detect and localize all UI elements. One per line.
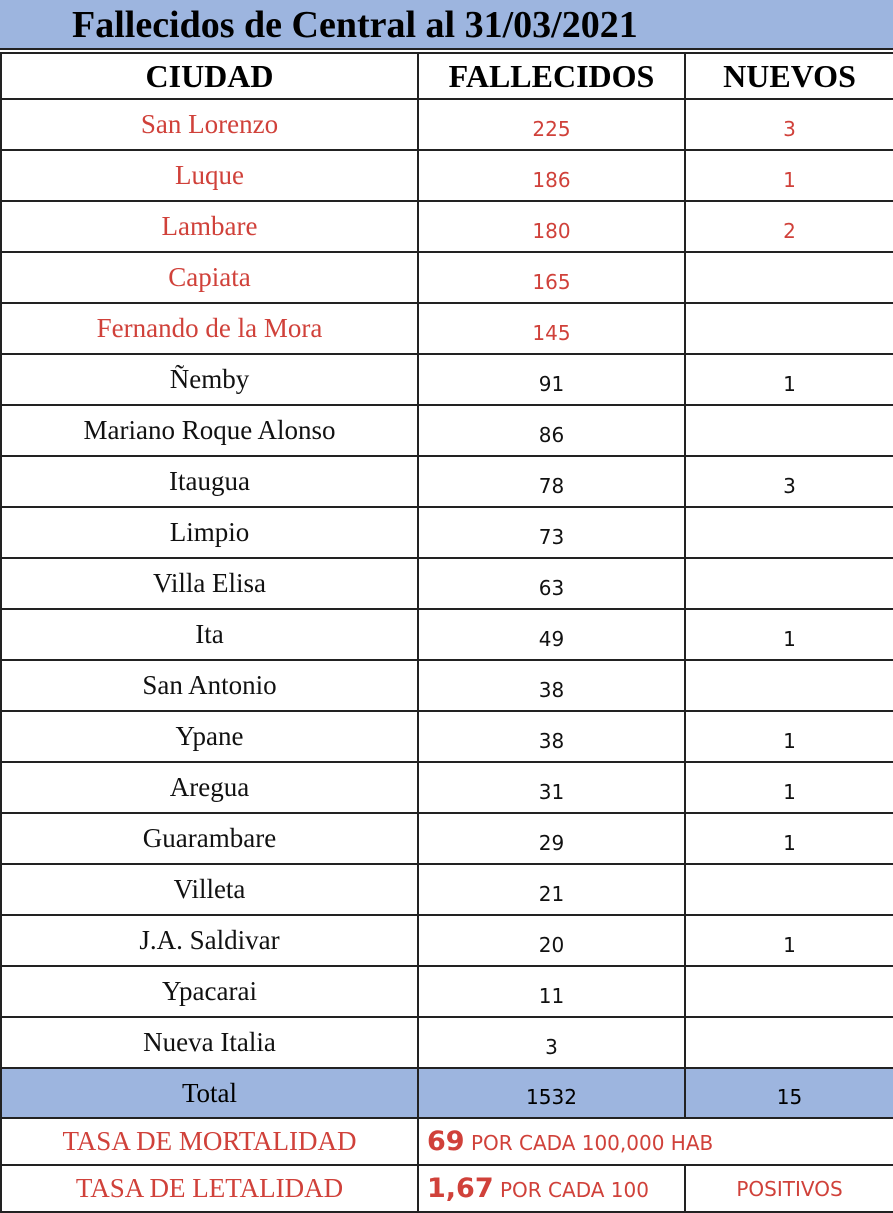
row-new (685, 252, 893, 303)
row-deaths: 165 (418, 252, 685, 303)
mortality-row (1, 1118, 893, 1165)
row-deaths: 86 (418, 405, 685, 456)
row-deaths: 63 (418, 558, 685, 609)
row-deaths: 31 (418, 762, 685, 813)
row-new: 1 (685, 762, 893, 813)
lethality-unit: POR CADA 100 (499, 1178, 649, 1202)
row-new (685, 405, 893, 456)
table-body (1, 99, 893, 1068)
row-new (685, 303, 893, 354)
table-row (1, 558, 893, 609)
table-row (1, 1017, 893, 1068)
row-new: 2 (685, 201, 893, 252)
row-city: Luque (1, 150, 418, 201)
row-deaths: 91 (418, 354, 685, 405)
row-new (685, 660, 893, 711)
report-title: Fallecidos de Central al 31/03/2021 (0, 0, 893, 50)
row-new: 1 (685, 609, 893, 660)
row-deaths: 38 (418, 711, 685, 762)
table-row (1, 99, 893, 150)
row-deaths: 21 (418, 864, 685, 915)
table-row (1, 813, 893, 864)
row-new (685, 966, 893, 1017)
row-city: Ypane (1, 711, 418, 762)
row-new (685, 507, 893, 558)
row-new: 1 (685, 915, 893, 966)
header-city: CIUDAD (1, 53, 418, 99)
row-deaths: 145 (418, 303, 685, 354)
total-row (1, 1068, 893, 1118)
row-new: 3 (685, 99, 893, 150)
header-row (1, 53, 893, 99)
table-row (1, 762, 893, 813)
mortality-value-cell (418, 1118, 893, 1165)
row-deaths: 186 (418, 150, 685, 201)
row-new: 1 (685, 354, 893, 405)
deaths-table (0, 52, 893, 1213)
lethality-value: 1,67 (427, 1173, 494, 1204)
table-row (1, 354, 893, 405)
row-city: J.A. Saldivar (1, 915, 418, 966)
table-row (1, 405, 893, 456)
row-deaths: 73 (418, 507, 685, 558)
header-deaths: FALLECIDOS (418, 53, 685, 99)
row-city: Fernando de la Mora (1, 303, 418, 354)
row-deaths: 225 (418, 99, 685, 150)
row-new (685, 558, 893, 609)
lethality-label: TASA DE LETALIDAD (1, 1165, 418, 1212)
table-row (1, 201, 893, 252)
row-city: Lambare (1, 201, 418, 252)
row-deaths: 78 (418, 456, 685, 507)
row-city: Villeta (1, 864, 418, 915)
row-city: Villa Elisa (1, 558, 418, 609)
row-new: 1 (685, 711, 893, 762)
row-deaths: 38 (418, 660, 685, 711)
row-city: Limpio (1, 507, 418, 558)
row-deaths: 180 (418, 201, 685, 252)
row-city: San Antonio (1, 660, 418, 711)
row-new: 3 (685, 456, 893, 507)
mortality-label: TASA DE MORTALIDAD (1, 1118, 418, 1165)
row-city: Ypacarai (1, 966, 418, 1017)
table-row (1, 864, 893, 915)
table-row (1, 252, 893, 303)
table-row (1, 660, 893, 711)
row-city: Aregua (1, 762, 418, 813)
header-new: NUEVOS (685, 53, 893, 99)
row-deaths: 11 (418, 966, 685, 1017)
row-deaths: 3 (418, 1017, 685, 1068)
total-label: Total (1, 1068, 418, 1118)
row-deaths: 49 (418, 609, 685, 660)
row-city: Capiata (1, 252, 418, 303)
lethality-suffix: POSITIVOS (685, 1165, 893, 1212)
total-deaths: 1532 (418, 1068, 685, 1118)
table-row (1, 609, 893, 660)
row-city: Ita (1, 609, 418, 660)
table-row (1, 507, 893, 558)
table-row (1, 303, 893, 354)
row-city: San Lorenzo (1, 99, 418, 150)
row-deaths: 29 (418, 813, 685, 864)
row-new (685, 1017, 893, 1068)
table-row (1, 966, 893, 1017)
row-deaths: 20 (418, 915, 685, 966)
row-city: Itaugua (1, 456, 418, 507)
lethality-row (1, 1165, 893, 1212)
table-row (1, 711, 893, 762)
row-city: Guarambare (1, 813, 418, 864)
mortality-unit: POR CADA 100,000 HAB (470, 1131, 714, 1155)
mortality-value: 69 (427, 1126, 465, 1157)
row-new: 1 (685, 150, 893, 201)
table-row (1, 150, 893, 201)
row-new: 1 (685, 813, 893, 864)
total-new: 15 (685, 1068, 893, 1118)
table-row (1, 915, 893, 966)
row-city: Nueva Italia (1, 1017, 418, 1068)
table-row (1, 456, 893, 507)
row-city: Mariano Roque Alonso (1, 405, 418, 456)
row-new (685, 864, 893, 915)
lethality-value-cell (418, 1165, 685, 1212)
row-city: Ñemby (1, 354, 418, 405)
